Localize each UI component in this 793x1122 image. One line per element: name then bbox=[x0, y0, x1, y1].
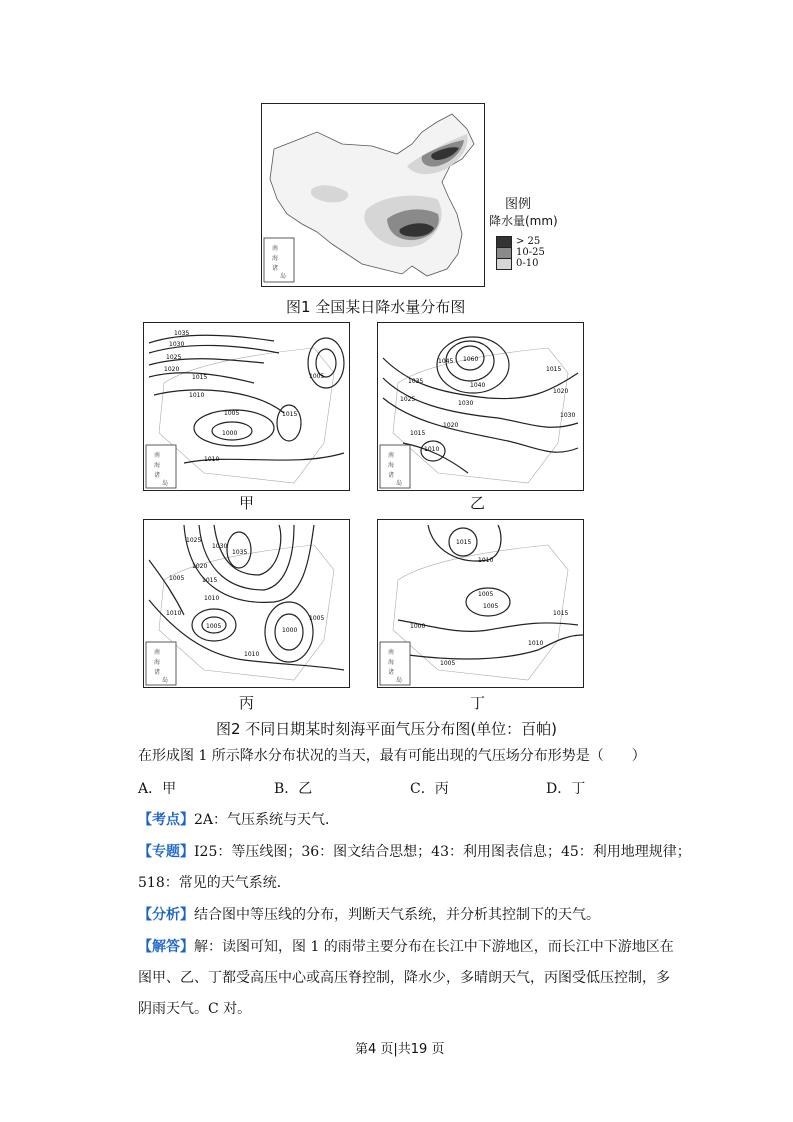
zhuanti-tag: 【专题】 bbox=[138, 844, 194, 860]
kaodian-tag: 【考点】 bbox=[138, 812, 194, 828]
map-label-bing: 丙 bbox=[239, 694, 255, 712]
south-china-sea-inset bbox=[146, 445, 176, 488]
legend-item bbox=[496, 236, 545, 247]
isobar-label: 1015 bbox=[202, 577, 218, 584]
svg-text:诸: 诸 bbox=[388, 669, 395, 676]
legend-items bbox=[496, 236, 545, 269]
south-china-sea-inset bbox=[380, 642, 410, 685]
legend-subtitle: 降水量(mm) bbox=[489, 214, 558, 228]
map-ding-svg bbox=[378, 520, 583, 687]
svg-text:海: 海 bbox=[154, 659, 161, 666]
isobar-label: 1035 bbox=[232, 549, 248, 556]
option-b: B．乙 bbox=[274, 781, 313, 797]
fenxi-text: 结合图中等压线的分布，判断天气系统，并分析其控制下的天气。 bbox=[194, 907, 600, 923]
isobar-label: 1010 bbox=[528, 640, 544, 647]
china-outline bbox=[270, 114, 474, 276]
option-a: A．甲 bbox=[138, 781, 177, 797]
pressure-map-yi bbox=[377, 322, 584, 491]
figure2-caption: 图2 不同日期某时刻海平面气压分布图(单位：百帕) bbox=[216, 720, 558, 738]
isobar-label: 1040 bbox=[470, 382, 486, 389]
isobar-label: 1005 bbox=[309, 615, 325, 622]
legend-swatch bbox=[496, 258, 512, 270]
legend-label: 0-10 bbox=[516, 258, 539, 269]
svg-text:岛: 岛 bbox=[396, 480, 403, 487]
map-yi-svg bbox=[378, 323, 583, 490]
isobar-label: 1005 bbox=[169, 575, 185, 582]
zhuanti-line bbox=[138, 842, 691, 862]
isobar-label: 1020 bbox=[443, 422, 459, 429]
isobar-label: 1000 bbox=[222, 430, 238, 437]
svg-text:岛: 岛 bbox=[162, 677, 169, 684]
inset-label: 南 bbox=[272, 245, 279, 252]
south-china-sea-inset bbox=[146, 642, 176, 685]
legend-item bbox=[496, 247, 545, 258]
isobar-label: 1015 bbox=[192, 374, 208, 381]
kaodian-text: 2A：气压系统与天气． bbox=[194, 812, 340, 828]
isobar-label: 1030 bbox=[560, 412, 576, 419]
isobar-label: 1020 bbox=[553, 388, 569, 395]
jieda-text-2: 图甲、乙、丁都受高压中心或高压脊控制，降水少，多晴朗天气，丙图受低压控制，多 bbox=[138, 970, 670, 986]
legend-label: > 25 bbox=[516, 236, 541, 247]
figure1-caption: 图1 全国某日降水量分布图 bbox=[286, 298, 466, 316]
isobar-label: 1010 bbox=[244, 651, 260, 658]
isobar-label: 1020 bbox=[192, 563, 208, 570]
figure1-precipitation-map bbox=[261, 103, 485, 287]
jieda-line bbox=[138, 937, 674, 957]
isobar-label: 1025 bbox=[186, 537, 202, 544]
isobar-label: 1015 bbox=[546, 366, 562, 373]
option-d: D．丁 bbox=[546, 781, 586, 797]
isobar-label: 1030 bbox=[169, 341, 185, 348]
svg-text:南: 南 bbox=[388, 452, 395, 459]
isobar-label: 1005 bbox=[440, 660, 456, 667]
svg-text:南: 南 bbox=[154, 452, 161, 459]
map-label-ding: 丁 bbox=[470, 694, 486, 712]
svg-text:海: 海 bbox=[388, 659, 395, 666]
page-number: 第4 页|共19 页 bbox=[355, 1042, 445, 1057]
isobar-label: 1010 bbox=[204, 456, 220, 463]
map-bing-svg bbox=[144, 520, 349, 687]
isobar-label: 1005 bbox=[206, 623, 222, 630]
isobar-label: 1005 bbox=[478, 591, 494, 598]
isobar-label: 1025 bbox=[400, 396, 416, 403]
isobar-label: 1035 bbox=[174, 330, 190, 337]
isobar-label: 1005 bbox=[224, 410, 240, 417]
svg-text:诸: 诸 bbox=[272, 265, 279, 272]
isobar-label: 1010 bbox=[204, 595, 220, 602]
legend-item bbox=[496, 258, 545, 269]
isobar-label: 1010 bbox=[478, 557, 494, 564]
zhuanti-text-1: I25：等压线图；36：图文结合思想；43：利用图表信息；45：利用地理规律； bbox=[194, 844, 691, 860]
isobar-label: 1015 bbox=[456, 539, 472, 546]
question-stem: 在形成图 1 所示降水分布状况的当天，最有可能出现的气压场分布形势是（ ） bbox=[138, 748, 646, 764]
isobar-label: 1045 bbox=[438, 358, 454, 365]
svg-text:南: 南 bbox=[154, 649, 161, 656]
isobar-label: 1015 bbox=[553, 610, 569, 617]
svg-text:岛: 岛 bbox=[396, 677, 403, 684]
isobar-label: 1030 bbox=[212, 543, 228, 550]
svg-text:诸: 诸 bbox=[154, 472, 161, 479]
isobar-label: 1015 bbox=[410, 430, 426, 437]
svg-text:岛: 岛 bbox=[162, 480, 169, 487]
svg-text:诸: 诸 bbox=[154, 669, 161, 676]
map-label-yi: 乙 bbox=[470, 494, 486, 512]
jieda-text-1: 解：读图可知，图 1 的雨带主要分布在长江中下游地区，而长江中下游地区在 bbox=[194, 939, 674, 955]
isobar-label: 1005 bbox=[309, 373, 325, 380]
isobar-label: 1005 bbox=[483, 603, 499, 610]
pressure-map-ding bbox=[377, 519, 584, 688]
zhuanti-text-2: 518：常见的天气系统． bbox=[138, 875, 291, 891]
fenxi-line bbox=[138, 905, 600, 925]
option-c: C．丙 bbox=[410, 781, 449, 797]
svg-text:海: 海 bbox=[272, 255, 279, 262]
isobar-label: 1010 bbox=[424, 446, 440, 453]
isobar-label: 1015 bbox=[282, 411, 298, 418]
legend-label: 10-25 bbox=[516, 247, 545, 258]
south-china-sea-inset bbox=[380, 445, 410, 488]
figure1-map-svg bbox=[262, 104, 484, 286]
isobar-label: 1000 bbox=[282, 627, 298, 634]
isobar-label: 1060 bbox=[463, 356, 479, 363]
svg-text:海: 海 bbox=[154, 462, 161, 469]
isobar-label: 1010 bbox=[189, 392, 205, 399]
isobar-label: 1010 bbox=[166, 610, 182, 617]
svg-text:海: 海 bbox=[388, 462, 395, 469]
pressure-map-bing bbox=[143, 519, 350, 688]
south-china-sea-inset bbox=[264, 238, 294, 282]
jieda-tag: 【解答】 bbox=[138, 939, 194, 955]
isobar-label: 1000 bbox=[410, 623, 426, 630]
fenxi-tag: 【分析】 bbox=[138, 907, 194, 923]
svg-text:诸: 诸 bbox=[388, 472, 395, 479]
isobar-label: 1025 bbox=[166, 354, 182, 361]
map-jia-svg bbox=[144, 323, 349, 490]
map-label-jia: 甲 bbox=[239, 494, 255, 512]
pressure-map-jia bbox=[143, 322, 350, 491]
isobar-label: 1035 bbox=[408, 378, 424, 385]
svg-text:岛: 岛 bbox=[280, 273, 287, 280]
svg-text:南: 南 bbox=[388, 649, 395, 656]
kaodian-line bbox=[138, 810, 339, 830]
isobar-label: 1030 bbox=[458, 400, 474, 407]
legend-title: 图例 bbox=[505, 197, 532, 212]
isobar-label: 1020 bbox=[164, 366, 180, 373]
jieda-text-3: 阴雨天气。C 对。 bbox=[138, 1001, 252, 1017]
